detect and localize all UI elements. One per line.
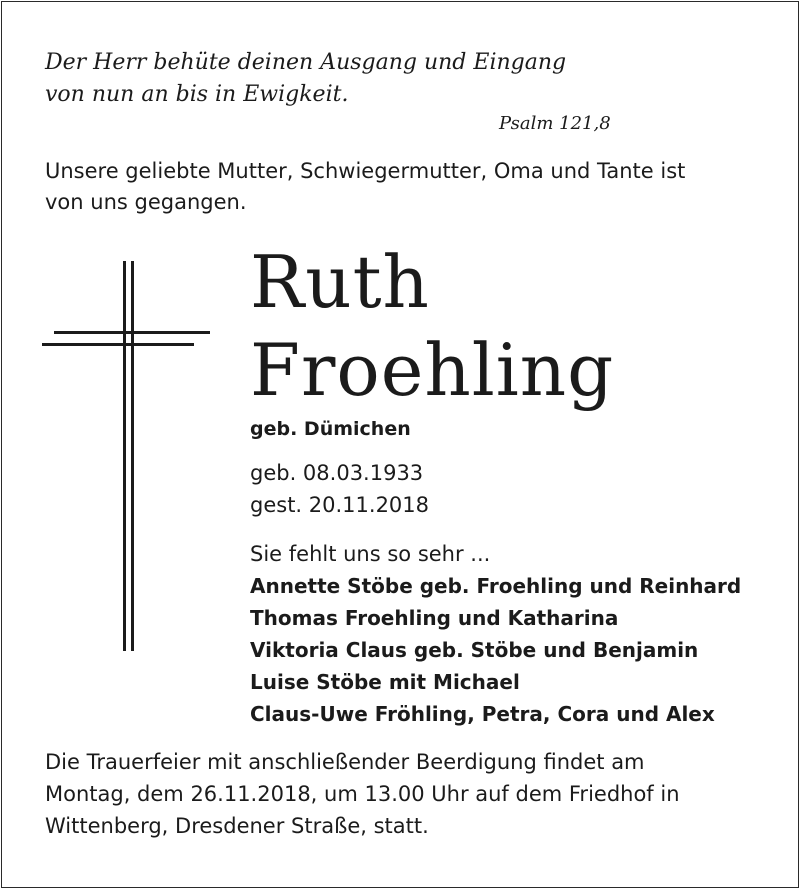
funeral-service-info [45,746,680,842]
cross-vertical-outer-left [123,261,126,651]
obituary-notice [1,1,799,888]
service-line: Wittenberg, Dresdener Straße, statt. [45,814,429,838]
mourner-entry: Viktoria Claus geb. Stöbe und Benjamin [250,638,699,662]
bible-quote [45,47,566,111]
deceased-last-name: Froehling [250,328,615,412]
cross-horizontal-bottom [42,343,194,346]
life-dates [250,457,429,521]
mourners-list [250,538,741,730]
death-date: gest. 20.11.2018 [250,493,430,517]
cross-vertical-inner-right [131,261,134,651]
mourner-entry: Luise Stöbe mit Michael [250,670,520,694]
quote-source: Psalm 121,8 [499,113,611,134]
quote-line: von nun an bis in Ewigkeit. [45,82,349,107]
mourner-entry: Annette Stöbe geb. Froehling und Reinhard [250,574,742,598]
maiden-name: geb. Dümichen [250,418,411,440]
mourner-entry: Thomas Froehling und Katharina [250,606,619,630]
deceased-first-name: Ruth [250,240,430,324]
cross-horizontal-top [54,331,210,334]
intro-text [45,156,685,218]
birth-date: geb. 08.03.1933 [250,461,424,485]
service-line: Montag, dem 26.11.2018, um 13.00 Uhr auf dem Friedhof in [45,782,680,806]
cross-icon [42,261,210,651]
service-line: Die Trauerfeier mit anschließender Beerdigung findet am [45,750,645,774]
mourners-lead: Sie fehlt uns so sehr ... [250,542,491,566]
intro-line: Unsere geliebte Mutter, Schwiegermutter, Oma und Tante ist [45,159,686,183]
mourner-entry: Claus-Uwe Fröhling, Petra, Cora und Alex [250,702,715,726]
intro-line: von uns gegangen. [45,190,247,214]
quote-line: Der Herr behüte deinen Ausgang und Eingang [45,50,567,75]
